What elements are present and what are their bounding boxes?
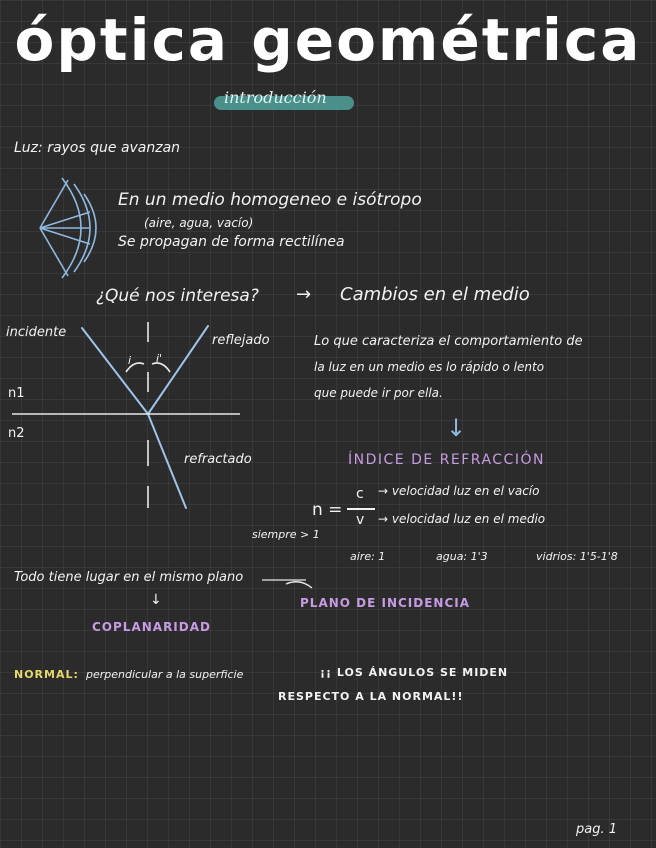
question-arrow: → [296,284,312,305]
refraction-diagram [82,326,208,508]
label-n1: n1 [8,386,25,401]
angle-label-incident: i [128,354,132,367]
medio-line-1: En un medio homogeneo e isótropo [118,190,422,210]
medio-line-3: Se propagan de forma rectilínea [118,234,345,250]
refracted-ray [148,414,186,508]
plano-text: Todo tiene lugar en el mismo plano [14,570,244,585]
fraction-bar [347,508,375,510]
down-arrow-icon: ↓ [446,414,467,442]
siempre-note: siempre > 1 [252,528,320,541]
label-reflejado: reflejado [212,333,270,348]
caracteriza-line-2: la luz en un medio es lo rápido o lento [314,360,545,374]
v-description: → velocidad luz en el medio [378,512,546,526]
question-answer: Cambios en el medio [340,284,530,305]
frac-c: c [356,486,364,502]
frac-v: v [356,512,365,528]
c-description: → velocidad luz en el vacío [378,484,540,498]
normal-description: perpendicular a la superficie [86,668,244,681]
curved-arrow-icon [286,582,312,588]
normal-note-line-1: ¡¡ LOS ÁNGULOS SE MIDEN [320,666,509,679]
plano-down-arrow-icon: ↓ [150,592,162,608]
indice-heading: ÍNDICE DE REFRACCIÓN [348,452,545,468]
question-text: ¿Qué nos interesa? [96,286,259,306]
plano-incidencia: PLANO DE INCIDENCIA [300,596,471,610]
page-title: óptica geométrica [14,6,642,74]
normal-note-line-2: RESPECTO A LA NORMAL!! [278,690,464,703]
incident-ray [82,328,148,414]
label-n2: n2 [8,426,25,441]
value-agua: agua: 1'3 [436,550,488,563]
light-rays-icon [40,178,96,278]
coplanaridad-label: COPLANARIDAD [92,620,211,634]
medio-line-2: (aire, agua, vacío) [144,216,254,230]
caracteriza-line-1: Lo que caracteriza el comportamiento de [314,334,583,349]
value-vidrios: vidrios: 1'5-1'8 [536,550,618,563]
caracteriza-line-3: que puede ir por ella. [314,386,443,400]
label-incidente: incidente [6,325,67,340]
label-refractado: refractado [184,452,252,467]
n-equals: n = [312,500,343,520]
angle-label-reflected: i' [156,352,163,365]
subtitle: introducción [224,88,327,107]
reflected-ray [148,326,208,414]
light-definition: Luz: rayos que avanzan [14,140,181,156]
normal-label: NORMAL: [14,668,79,681]
value-aire: aire: 1 [350,550,386,563]
page-number: pag. 1 [576,822,618,837]
